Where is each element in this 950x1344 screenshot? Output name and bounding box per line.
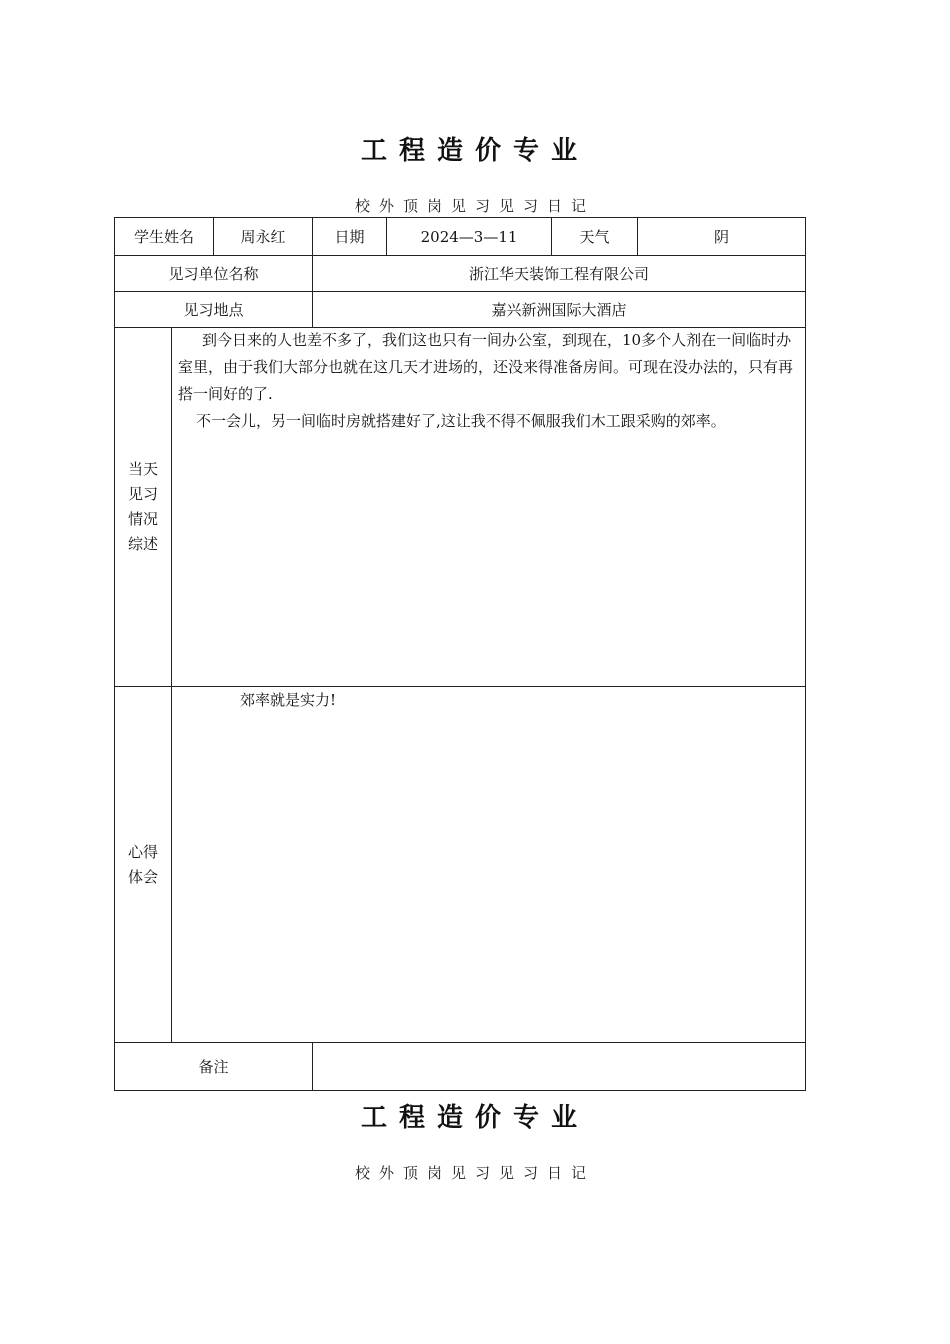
summary-paragraph: 不一会儿，另一间临时房就搭建好了,这让我不得不佩服我们木工跟采购的郊率。 (196, 412, 726, 430)
remarks-row (115, 1043, 806, 1091)
remarks-value (313, 1043, 806, 1091)
page-subtitle: 校外顶岗见习见习日记 (354, 197, 595, 215)
diary-table (114, 217, 806, 1091)
location-label: 见习地点 (115, 292, 313, 328)
remarks-label: 备注 (115, 1043, 313, 1091)
weather-value: 阴 (638, 218, 806, 256)
summary-label (115, 328, 172, 687)
weather-label: 天气 (552, 218, 638, 256)
summary-label-line: 当天 (127, 460, 158, 478)
unit-row (115, 256, 806, 292)
footer-title: 工程造价专业 (360, 1103, 589, 1133)
reflection-text: 郊率就是实力! (240, 691, 337, 709)
unit-label: 见习单位名称 (115, 256, 313, 292)
reflection-row (115, 687, 806, 1043)
student-name-value: 周永红 (214, 218, 313, 256)
reflection-label-line: 体会 (127, 867, 158, 886)
summary-row (115, 328, 806, 687)
location-row (115, 292, 806, 328)
reflection-content (172, 687, 806, 1043)
summary-label-line: 综述 (127, 535, 158, 553)
summary-content (172, 328, 806, 687)
info-row (115, 218, 806, 256)
date-label: 日期 (313, 218, 387, 256)
summary-label-line: 见习 (127, 485, 158, 503)
location-value: 嘉兴新洲国际大酒店 (313, 292, 806, 328)
summary-paragraph: 到今日来的人也差不多了，我们这也只有一间办公室，到现在，10多个人剂在一间临时办室里，由于我们大部分也就在这几天才进场的，还没来得准备房间。可现在没办法的，只有再搭一间好的了. (178, 331, 794, 403)
footer-subtitle: 校外顶岗见习见习日记 (354, 1164, 595, 1182)
summary-label-line: 情况 (127, 510, 158, 528)
reflection-label (115, 687, 172, 1043)
unit-value: 浙江华天装饰工程有限公司 (313, 256, 806, 292)
student-name-label: 学生姓名 (115, 218, 214, 256)
date-value: 2024—3—11 (387, 218, 552, 256)
reflection-label-line: 心得 (127, 842, 158, 861)
page-title: 工程造价专业 (360, 136, 589, 166)
